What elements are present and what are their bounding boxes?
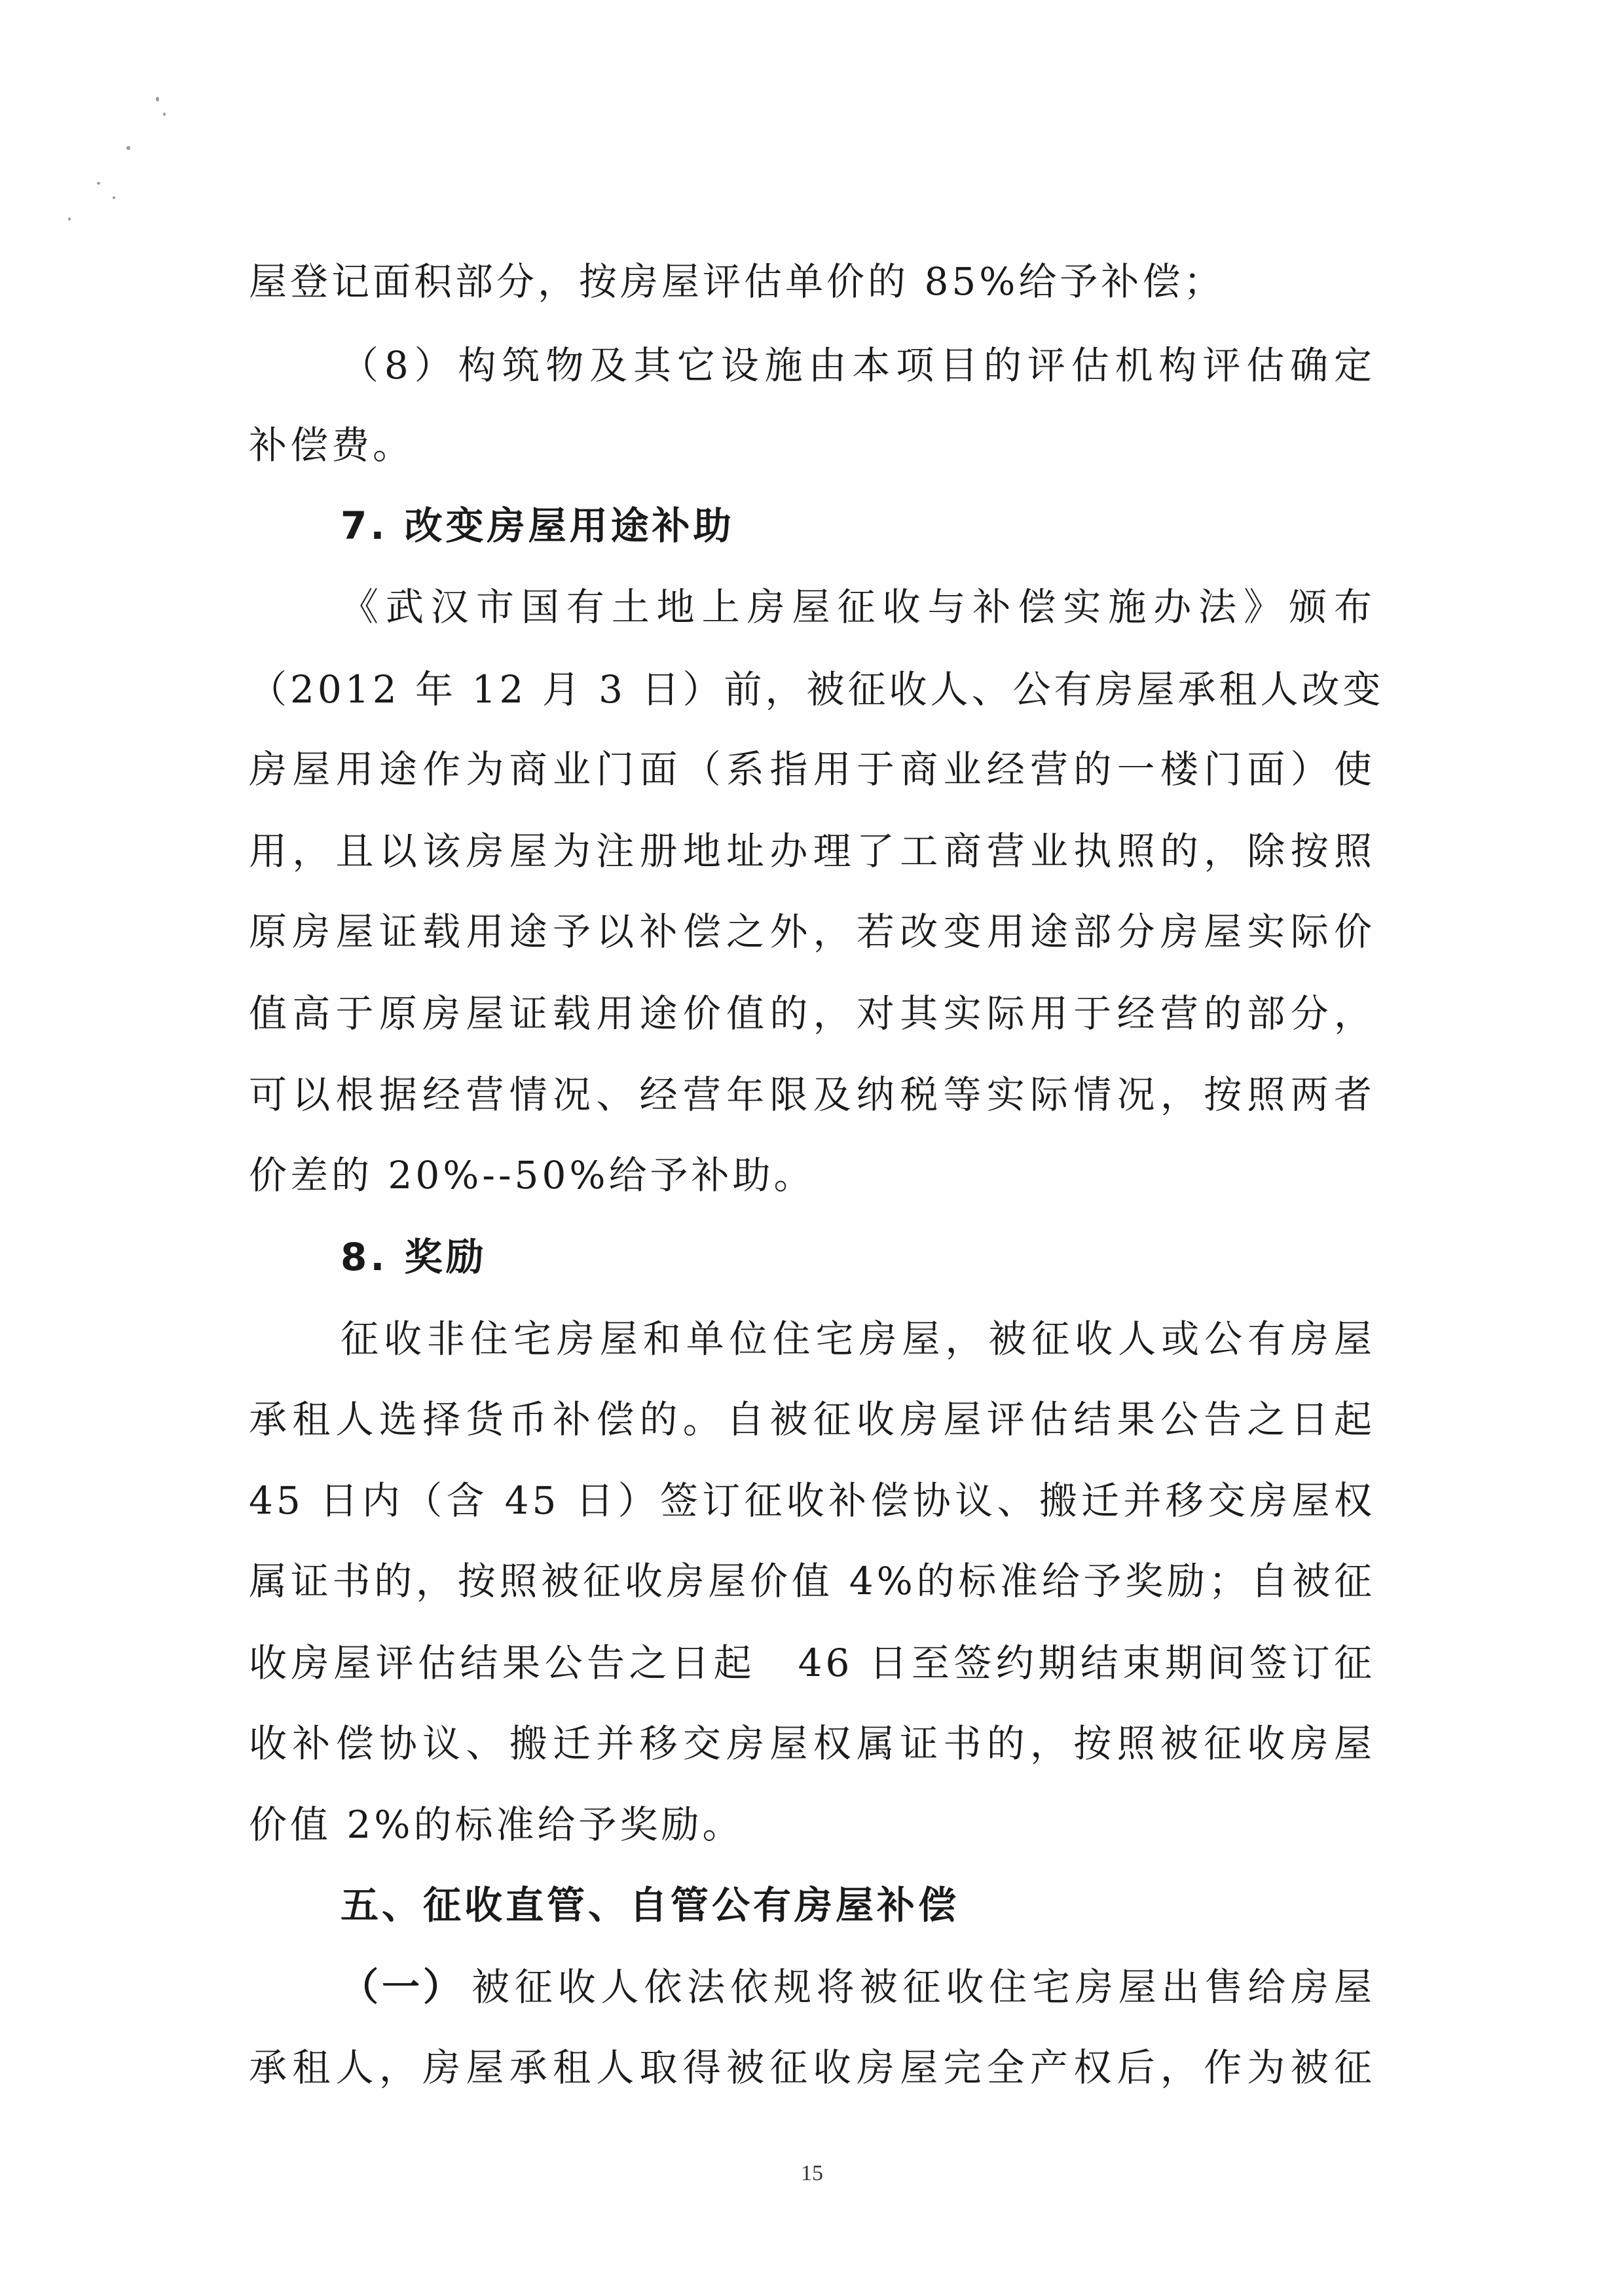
body-line: 房屋用途作为商业门面（系指用于商业经营的一楼门面）使 xyxy=(249,747,1375,792)
body-line: 属证书的，按照被征收房屋价值 4%的标准给予奖励；自被征 xyxy=(249,1559,1375,1603)
body-line: 值高于原房屋证载用途价值的，对其实际用于经营的部分， xyxy=(249,991,1375,1036)
scan-speck xyxy=(163,113,166,116)
body-line: 承租人选择货币补偿的。自被征收房屋评估结果公告之日起 xyxy=(249,1397,1375,1442)
scan-speck xyxy=(156,97,159,101)
body-line: 征收非住宅房屋和单位住宅房屋，被征收人或公有房屋 xyxy=(341,1317,1375,1361)
scan-speck xyxy=(68,217,71,221)
body-line: 用，且以该房屋为注册地址办理了工商营业执照的，除按照 xyxy=(249,829,1375,873)
section-heading: 7. 改变房屋用途补助 xyxy=(341,503,735,548)
page-number: 15 xyxy=(801,2161,823,2185)
section-heading: 8. 奖励 xyxy=(341,1235,487,1279)
body-line: （8）构筑物及其它设施由本项目的评估机构评估确定 xyxy=(341,343,1375,388)
body-line: 补偿费。 xyxy=(249,423,415,467)
scan-speck xyxy=(97,182,100,185)
body-line: 收房屋评估结果公告之日起 46 日至签约期结束期间签订征 xyxy=(249,1641,1375,1685)
body-line: 《武汉市国有土地上房屋征收与补偿实施办法》颁布 xyxy=(341,585,1375,629)
clause-marker: （一） xyxy=(341,1965,465,2009)
body-line: 屋登记面积部分，按房屋评估单价的 85%给予补偿； xyxy=(249,259,1225,304)
scan-speck xyxy=(126,146,130,150)
body-line: 可以根据经营情况、经营年限及纳税等实际情况，按照两者 xyxy=(249,1072,1375,1117)
body-line: 承租人，房屋承租人取得被征收房屋完全产权后，作为被征 xyxy=(249,2045,1375,2090)
body-line: 价值 2%的标准给予奖励。 xyxy=(249,1802,744,1847)
chapter-heading: 五、征收直管、自管公有房屋补偿 xyxy=(341,1883,960,1927)
body-line: （2012 年 12 月 3 日）前，被征收人、公有房屋承租人改变 xyxy=(249,667,1384,712)
body-line: 原房屋证载用途予以补偿之外，若改变用途部分房屋实际价 xyxy=(249,909,1375,954)
scan-speck xyxy=(113,196,115,199)
body-line: 45 日内（含 45 日）签订征收补偿协议、搬迁并移交房屋权 xyxy=(249,1478,1375,1523)
body-line: 价差的 20%--50%给予补助。 xyxy=(249,1153,815,1197)
body-line: 被征收人依法依规将被征收住宅房屋出售给房屋 xyxy=(471,1965,1375,2009)
body-line: 收补偿协议、搬迁并移交房屋权属证书的，按照被征收房屋 xyxy=(249,1721,1375,1766)
